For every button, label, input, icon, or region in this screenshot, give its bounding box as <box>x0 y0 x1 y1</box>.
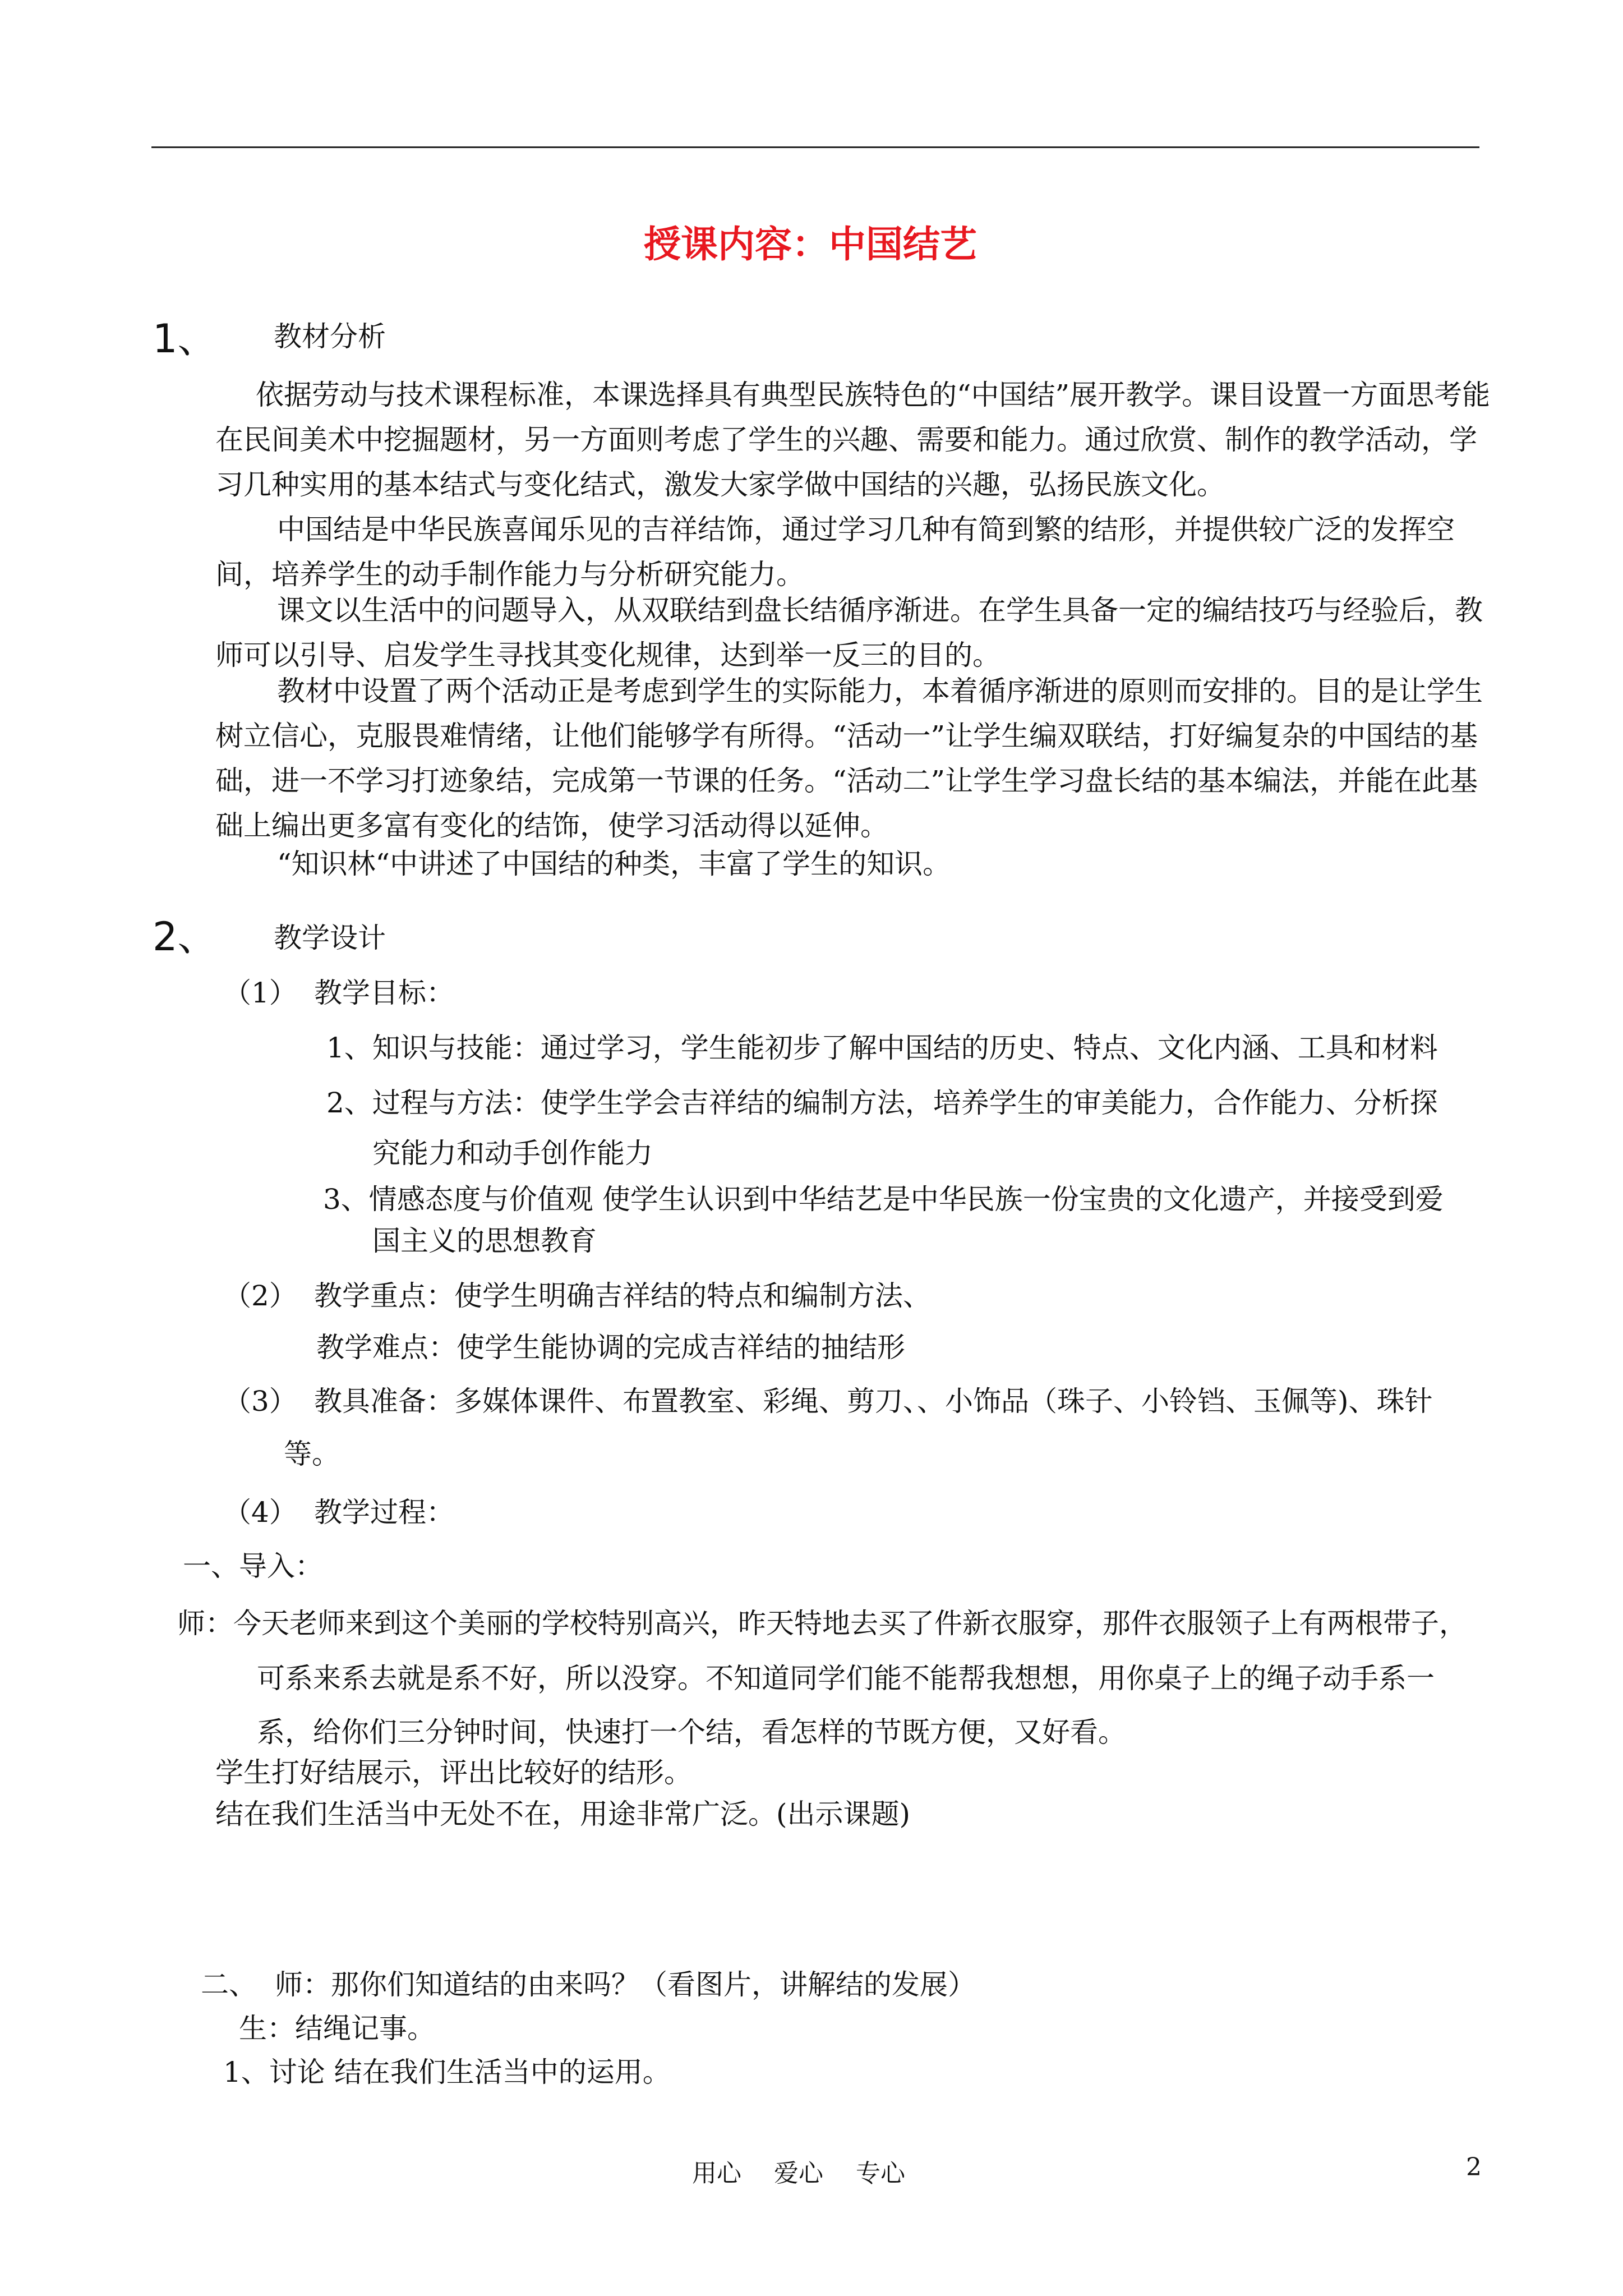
student-answer: 生：结绳记事。 <box>239 2012 435 2045</box>
header-rule <box>151 146 1479 148</box>
section-1-paragraph-3: 课文以生活中的问题导入，从双联结到盘长结循序渐进。在学生具备一定的编结技巧与经验后，教师可以引导、启发学生寻找其变化规律，达到举一反三的目的。 <box>215 594 1483 671</box>
process-label: （4） <box>223 1496 297 1529</box>
goal-1: 1、知识与技能：通过学习，学生能初步了解中国结的历史、特点、文化内涵、工具和材料 <box>326 1032 1438 1064</box>
footer-motto: 用心 爱心 专心 <box>692 2159 905 2188</box>
teacher-line-3: 系，给你们三分钟时间，快速打一个结，看怎样的节既方便，又好看。 <box>257 1716 1126 1749</box>
section-1-heading: 教材分析 <box>274 320 386 353</box>
intro-heading: 一、导入： <box>183 1550 323 1582</box>
goal-3: 3、情感态度与价值观 使学生认识到中华结艺是中华民族一份宝贵的文化遗产，并接受到爱 <box>323 1183 1444 1216</box>
tools-label: （3） <box>223 1385 297 1418</box>
section-1-number: 1、 <box>153 316 217 362</box>
knot-everywhere: 结在我们生活当中无处不在，用途非常广泛。(出示课题) <box>215 1798 911 1830</box>
goal-3-continued: 国主义的思想教育 <box>372 1225 597 1257</box>
page-number: 2 <box>1466 2153 1482 2182</box>
section-1-paragraph-1: 依据劳动与技术课程标准，本课选择具有典型民族特色的“中国结”展开教学。课目设置一方面思考能在民间美术中挖掘题材，另一方面则考虑了学生的兴趣、需要和能力。通过欣赏、制作的教学活动，学习几种实用的基本结式与变化结式，激发大家学做中国结的兴趣，弘扬民族文化。 <box>215 379 1491 501</box>
section-1-paragraph-2: 中国结是中华民族喜闻乐见的吉祥结饰，通过学习几种有简到繁的结形，并提供较广泛的发挥空间，培养学生的动手制作能力与分析研究能力。 <box>215 513 1455 591</box>
part-2-text: 师：那你们知道结的由来吗？（看图片，讲解结的发展） <box>275 1968 976 2001</box>
key-point: 教学重点：使学生明确吉祥结的特点和编制方法、 <box>314 1280 931 1312</box>
teacher-line-2: 可系来系去就是系不好，所以没穿。不知道同学们能不能帮我想想，用你桌子上的绳子动手系一 <box>257 1662 1435 1695</box>
section-2-heading: 教学设计 <box>274 922 386 954</box>
tools-line-2: 等。 <box>284 1438 340 1470</box>
key-label: （2） <box>223 1280 297 1312</box>
section-1-paragraph-5: “知识林“中讲述了中国结的种类，丰富了学生的知识。 <box>277 848 951 880</box>
section-2-number: 2、 <box>153 914 217 960</box>
student-show: 学生打好结展示，评出比较好的结形。 <box>215 1756 692 1789</box>
section-1-paragraph-4: 教材中设置了两个活动正是考虑到学生的实际能力，本着循序渐进的原则而安排的。目的是让学生树立信心，克服畏难情绪，让他们能够学有所得。“活动一”让学生编双联结，打好编复杂的中国结的基础，进一不学习打迹象结，完成第一节课的任务。“活动二”让学生学习盘长结的基本编法，并能在此基础上编出更多富有变化的结饰，使学习活动得以延伸。 <box>215 675 1483 842</box>
goal-2-continued: 究能力和动手创作能力 <box>372 1137 653 1170</box>
page-title: 授课内容：中国结艺 <box>644 222 977 266</box>
goal-title: 教学目标： <box>314 977 454 1009</box>
goal-2: 2、过程与方法：使学生学会吉祥结的编制方法，培养学生的审美能力，合作能力、分析探 <box>326 1087 1438 1119</box>
part-2-label: 二、 <box>201 1968 257 2001</box>
difficulty-point: 教学难点：使学生能协调的完成吉祥结的抽结形 <box>316 1331 905 1364</box>
discussion-item: 1、讨论 结在我们生活当中的运用。 <box>223 2056 671 2088</box>
goal-label: （1） <box>223 977 297 1009</box>
tools-line-1: 教具准备：多媒体课件、布置教室、彩绳、剪刀、、小饰品（珠子、小铃铛、玉佩等)、珠针 <box>314 1385 1433 1418</box>
teacher-line-1: 师：今天老师来到这个美丽的学校特别高兴，昨天特地去买了件新衣服穿，那件衣服领子上有两根带子， <box>177 1607 1467 1640</box>
process-title: 教学过程： <box>314 1496 454 1529</box>
